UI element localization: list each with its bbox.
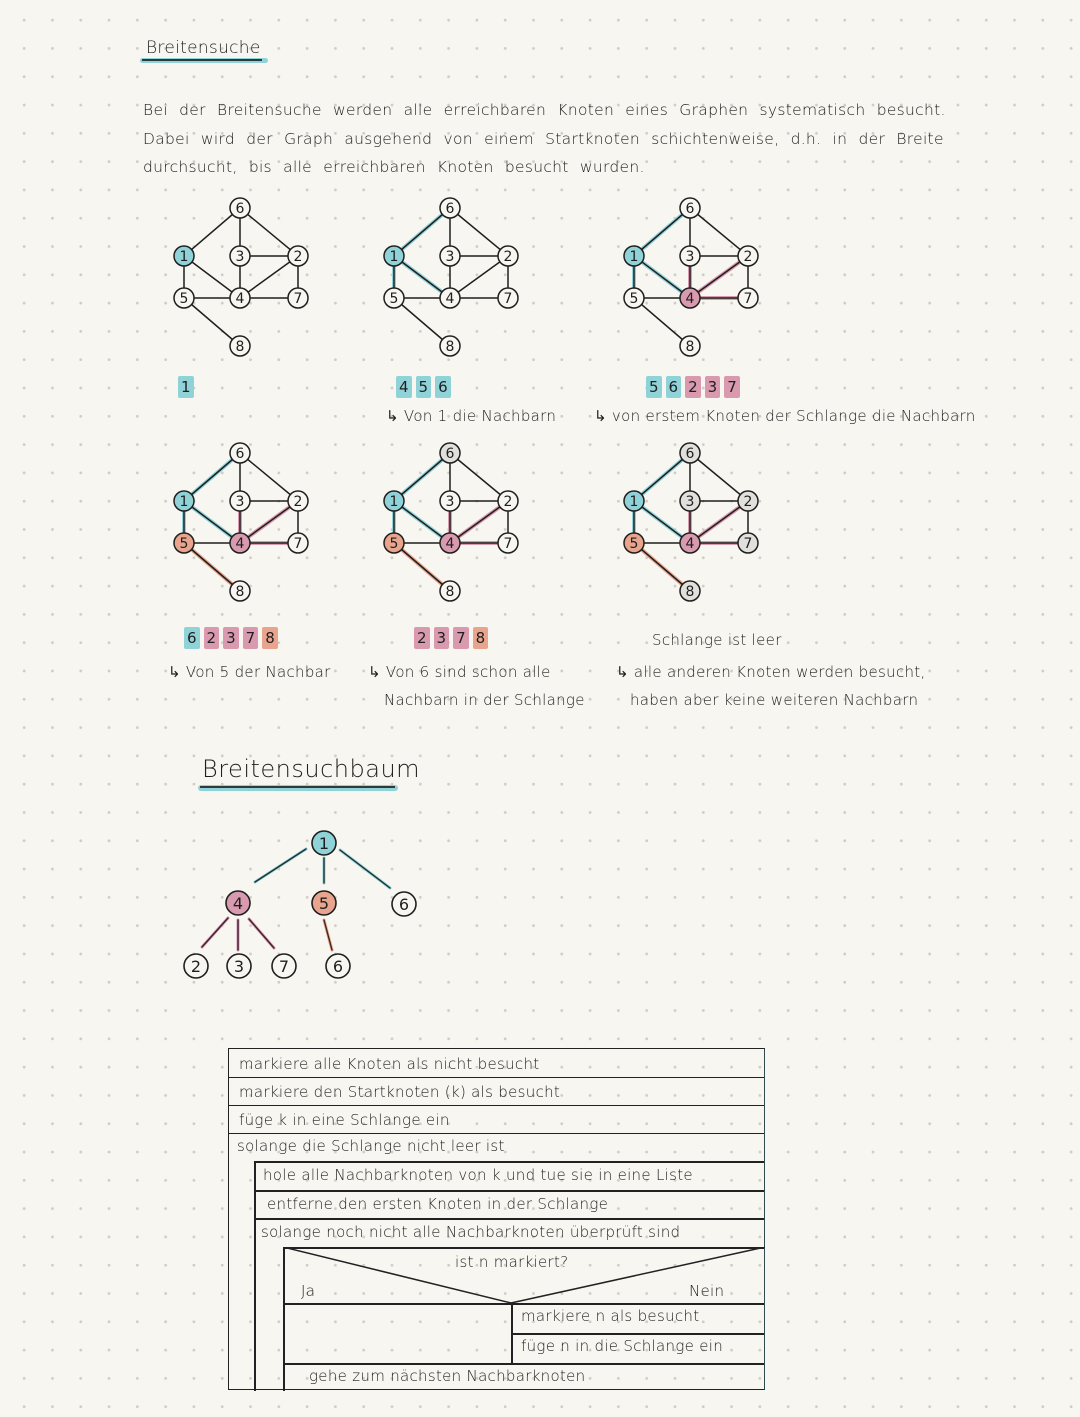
graph-edge [634, 298, 690, 346]
svg-text:4: 4 [445, 291, 455, 307]
svg-text:8: 8 [685, 339, 695, 355]
graph-edge [690, 453, 748, 501]
svg-text:8: 8 [445, 584, 455, 600]
graph-edge [240, 208, 298, 256]
svg-text:4: 4 [235, 291, 245, 307]
heading-underline [140, 58, 268, 63]
nsd-row: gehe zum nächsten Nachbarknoten [309, 1367, 586, 1385]
svg-text:3: 3 [685, 494, 695, 510]
step-note: ↳ Von 5 der Nachbar [168, 663, 331, 681]
svg-text:8: 8 [235, 584, 245, 600]
queue-step-4 [184, 627, 278, 649]
nsd-row: hole alle Nachbarknoten von k und tue sie in eine Liste [263, 1166, 693, 1184]
nassi-shneiderman-diagram [228, 1048, 765, 1390]
svg-text:3: 3 [685, 249, 695, 265]
graph-edge [690, 208, 748, 256]
svg-text:2: 2 [743, 249, 753, 265]
bfs-tree [160, 800, 460, 1000]
graph-edge [634, 453, 690, 501]
queue-item: 8 [262, 627, 278, 649]
svg-text:5: 5 [179, 291, 189, 307]
queue-step-2 [396, 376, 451, 398]
svg-text:8: 8 [235, 339, 245, 355]
page-heading: Breitensuche [146, 38, 261, 58]
graph-step-5 [370, 435, 570, 615]
svg-text:8: 8 [685, 584, 695, 600]
svg-text:3: 3 [233, 957, 245, 976]
queue-item: 6 [666, 376, 682, 398]
svg-text:1: 1 [389, 249, 399, 265]
intro-line: Dabei wird der Graph ausgehend von einem Startknoten schichtenweise, d.h. in der Breite [143, 129, 944, 148]
svg-text:1: 1 [179, 494, 189, 510]
step-note: ↳ von erstem Knoten der Schlange die Nachbarn [594, 407, 976, 425]
svg-text:1: 1 [629, 494, 639, 510]
svg-text:1: 1 [629, 249, 639, 265]
graph-step-3 [610, 190, 810, 370]
graph-edge [634, 543, 690, 591]
svg-text:5: 5 [629, 291, 639, 307]
tree-node: 1 [318, 834, 330, 853]
svg-text:5: 5 [318, 894, 330, 913]
svg-text:4: 4 [445, 536, 455, 552]
queue-item: 7 [724, 376, 740, 398]
svg-text:7: 7 [278, 957, 290, 976]
queue-empty-text: Schlange ist leer [652, 631, 782, 649]
svg-text:2: 2 [293, 249, 303, 265]
queue-item: 7 [243, 627, 259, 649]
graph-edge [450, 208, 508, 256]
svg-text:7: 7 [293, 291, 303, 307]
graph-edge [450, 453, 508, 501]
step-note: ↳ alle anderen Knoten werden besucht, [616, 663, 926, 681]
svg-text:7: 7 [743, 536, 753, 552]
svg-text:6: 6 [445, 446, 455, 462]
queue-item: 2 [204, 627, 220, 649]
step-note: haben aber keine weiteren Nachbarn [630, 691, 919, 709]
step-note: Nachbarn in der Schlange [384, 691, 585, 709]
svg-text:3: 3 [235, 494, 245, 510]
svg-text:3: 3 [235, 249, 245, 265]
queue-step-3 [646, 376, 740, 398]
svg-text:2: 2 [743, 494, 753, 510]
svg-text:3: 3 [445, 494, 455, 510]
svg-text:6: 6 [235, 446, 245, 462]
intro-line: durchsucht, bis alle erreichbaren Knoten besucht wurden. [143, 158, 645, 176]
graph-edge [184, 543, 240, 591]
svg-text:2: 2 [293, 494, 303, 510]
graph-step-1 [160, 190, 360, 370]
nsd-condition: ist n markiert? [455, 1253, 569, 1271]
graph-edge [184, 453, 240, 501]
queue-step-5 [414, 627, 488, 649]
nsd-row: markiere den Startknoten (k) als besucht [229, 1078, 764, 1106]
queue-item: 6 [435, 376, 451, 398]
queue-item: 7 [453, 627, 469, 649]
queue-step-1 [178, 376, 194, 398]
svg-text:7: 7 [293, 536, 303, 552]
nsd-while-outer: solange die Schlange nicht leer ist [237, 1137, 505, 1155]
queue-item: 1 [178, 376, 194, 398]
svg-text:6: 6 [445, 201, 455, 217]
svg-text:2: 2 [503, 249, 513, 265]
queue-item: 2 [414, 627, 430, 649]
intro-paragraph [143, 96, 1043, 182]
svg-text:4: 4 [235, 536, 245, 552]
nsd-yes-label: Ja [301, 1282, 316, 1300]
graph-step-6 [610, 435, 810, 615]
step-note: ↳ Von 1 die Nachbarn [386, 407, 557, 425]
svg-text:6: 6 [685, 201, 695, 217]
graph-edge [394, 208, 450, 256]
graph-edge [394, 543, 450, 591]
svg-text:2: 2 [190, 957, 202, 976]
svg-text:6: 6 [332, 957, 344, 976]
graph-edge [394, 298, 450, 346]
queue-item: 2 [685, 376, 701, 398]
svg-text:1: 1 [389, 494, 399, 510]
svg-text:6: 6 [235, 201, 245, 217]
graph-step-4 [160, 435, 360, 615]
tree-title-underline [198, 785, 398, 791]
svg-text:5: 5 [389, 536, 399, 552]
graph-edge [184, 298, 240, 346]
queue-item: 5 [646, 376, 662, 398]
svg-text:1: 1 [179, 249, 189, 265]
queue-item: 3 [223, 627, 239, 649]
nsd-row: entferne den ersten Knoten in der Schlange [267, 1195, 609, 1213]
svg-text:5: 5 [179, 536, 189, 552]
svg-text:4: 4 [685, 291, 695, 307]
intro-line: Bei der Breitensuche werden alle erreichbaren Knoten eines Graphen systematisch besucht. [143, 101, 946, 119]
svg-text:6: 6 [685, 446, 695, 462]
svg-text:6: 6 [398, 895, 410, 914]
graph-edge [184, 208, 240, 256]
queue-item: 5 [416, 376, 432, 398]
svg-text:5: 5 [389, 291, 399, 307]
nsd-no-action: markiere n als besucht [521, 1307, 700, 1325]
nsd-while-inner: solange noch nicht alle Nachbarknoten überprüft sind [261, 1223, 681, 1241]
step-note: ↳ Von 6 sind schon alle [368, 663, 551, 681]
graph-edge [634, 208, 690, 256]
svg-text:5: 5 [629, 536, 639, 552]
svg-text:7: 7 [743, 291, 753, 307]
svg-text:7: 7 [503, 291, 513, 307]
queue-item: 6 [184, 627, 200, 649]
queue-item: 3 [705, 376, 721, 398]
svg-text:4: 4 [685, 536, 695, 552]
svg-text:2: 2 [503, 494, 513, 510]
svg-text:4: 4 [232, 894, 244, 913]
nsd-no-action: füge n in die Schlange ein [521, 1337, 724, 1355]
nsd-row: markiere alle Knoten als nicht besucht [229, 1049, 764, 1078]
tree-title: Breitensuchbaum [202, 755, 421, 783]
graph-edge [394, 453, 450, 501]
queue-item: 3 [434, 627, 450, 649]
queue-item: 4 [396, 376, 412, 398]
queue-item: 8 [473, 627, 489, 649]
svg-text:3: 3 [445, 249, 455, 265]
graph-step-2 [370, 190, 570, 370]
graph-edge [240, 453, 298, 501]
nsd-no-label: Nein [689, 1282, 725, 1300]
nsd-row: füge k in eine Schlange ein [229, 1106, 764, 1134]
svg-text:8: 8 [445, 339, 455, 355]
svg-text:7: 7 [503, 536, 513, 552]
